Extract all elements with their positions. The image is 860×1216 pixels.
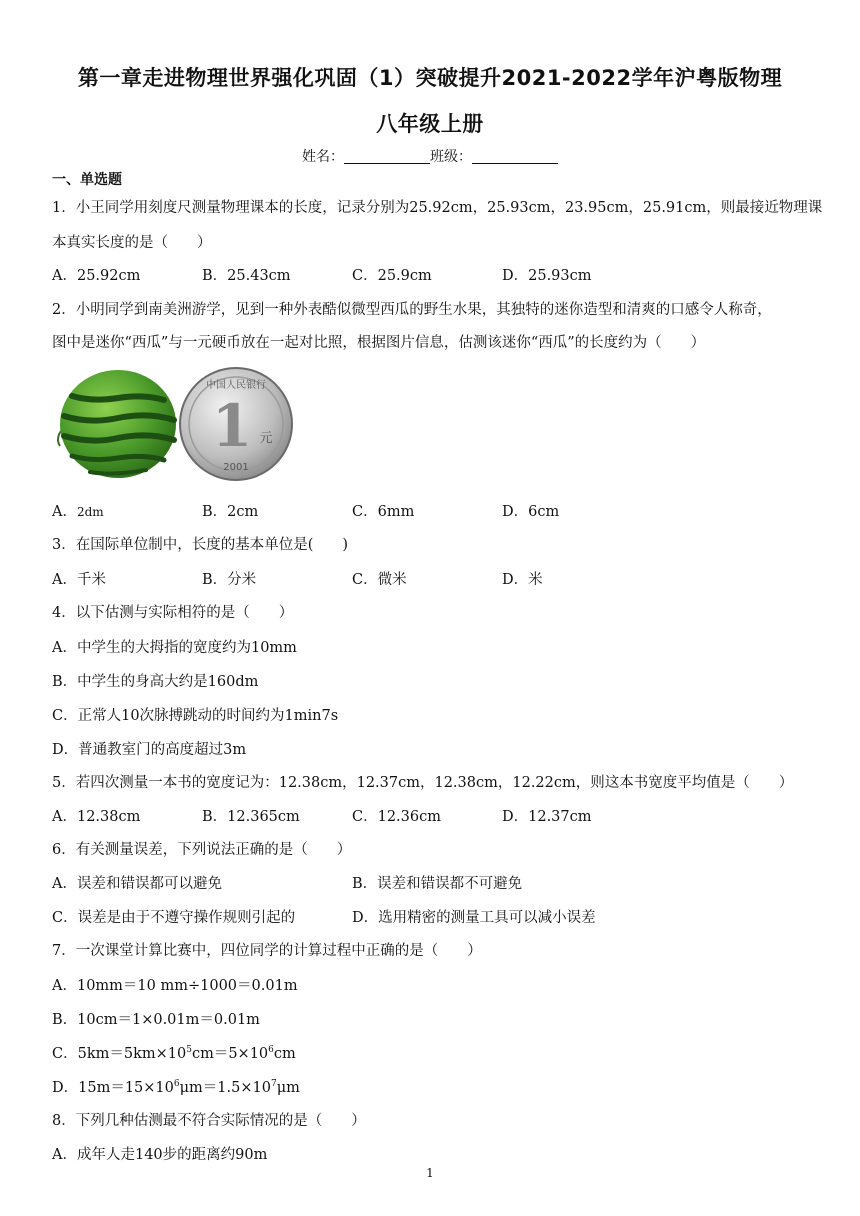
q5-option-a[interactable]: A．12.38cm [52, 809, 141, 825]
q2-option-a-letter: A． [52, 504, 77, 520]
watermelon-coin-photo [52, 366, 296, 484]
q2-option-d[interactable]: D．6cm [502, 504, 560, 520]
document-title-line2: 八年级上册 [376, 112, 484, 136]
q1-option-c[interactable]: C．25.9cm [352, 268, 432, 284]
page-number: 1 [426, 1166, 434, 1180]
q7-option-c-part1: C．5km＝5km×10 [52, 1046, 187, 1062]
q7-option-a[interactable]: A．10mm＝10 mm÷1000＝0.01m [52, 978, 298, 994]
q3-stem: 3．在国际单位制中，长度的基本单位是( ) [52, 537, 349, 553]
name-label: 姓名： [302, 149, 344, 165]
section-title: 一、单选题 [52, 172, 122, 188]
q6-option-b[interactable]: B．误差和错误都不可避免 [352, 876, 523, 892]
coin-top-text: 中国人民银行 [206, 380, 266, 391]
q7-option-b[interactable]: B．10cm＝1×0.01m＝0.01m [52, 1012, 260, 1028]
q3-option-a[interactable]: A．千米 [52, 572, 106, 588]
q2-option-c[interactable]: C．6mm [352, 504, 415, 520]
q4-stem: 4．以下估测与实际相符的是（ ） [52, 605, 294, 621]
name-blank[interactable] [344, 149, 430, 164]
q8-stem: 8．下列几种估测最不符合实际情况的是（ ） [52, 1113, 366, 1129]
q7-option-c-exp1: 5 [186, 1045, 192, 1055]
q2-stem-line2: 图中是迷你“西瓜”与一元硬币放在一起对比照，根据图片信息，估测该迷你“西瓜”的长度约为（ ） [52, 335, 706, 351]
q1-option-a[interactable]: A．25.92cm [52, 268, 141, 284]
student-info-line [0, 146, 860, 166]
q5-option-d[interactable]: D．12.37cm [502, 809, 592, 825]
q2-option-a-value: 2dm [76, 505, 104, 519]
q2-option-b[interactable]: B．2cm [202, 504, 259, 520]
coin-year: 2001 [223, 462, 249, 473]
coin-numeral: 1 [211, 392, 253, 460]
q5-option-b[interactable]: B．12.365cm [202, 809, 300, 825]
class-label: 班级： [430, 149, 472, 165]
q4-option-d[interactable]: D．普通教室门的高度超过3m [52, 742, 247, 758]
q1-option-b[interactable]: B．25.43cm [202, 268, 291, 284]
q1-stem-line2: 本真实长度的是（ ） [52, 235, 212, 251]
q6-stem: 6．有关测量误差，下列说法正确的是（ ） [52, 842, 352, 858]
q7-option-c-part3: cm [273, 1046, 296, 1062]
q7-option-d-part1: D．15m＝15×10 [52, 1080, 174, 1096]
q7-stem: 7．一次课堂计算比赛中，四位同学的计算过程中正确的是（ ） [52, 943, 482, 959]
q4-option-c[interactable]: C．正常人10次脉搏跳动的时间约为1min7s [52, 708, 339, 724]
q4-option-b[interactable]: B．中学生的身高大约是160dm [52, 674, 259, 690]
coin-unit: 元 [259, 431, 273, 446]
q3-option-c[interactable]: C．微米 [352, 572, 407, 588]
q2-option-a[interactable] [52, 500, 104, 521]
q8-option-a[interactable]: A．成年人走140步的距离约90m [52, 1147, 268, 1163]
q1-stem-line1: 1．小王同学用刻度尺测量物理课本的长度，记录分别为25.92cm，25.93cm，23.95cm，25.91cm，则最接近物理课 [52, 200, 823, 216]
q3-option-d[interactable]: D．米 [502, 572, 543, 588]
class-blank[interactable] [472, 149, 558, 164]
q6-option-c[interactable]: C．误差是由于不遵守操作规则引起的 [52, 910, 296, 926]
q7-option-d-part2: μm＝1.5×10 [179, 1080, 271, 1096]
q7-option-d-exp1: 6 [173, 1079, 180, 1089]
watermelon-icon [58, 370, 176, 478]
q7-option-c-exp2: 6 [268, 1045, 274, 1055]
q7-option-d-part3: μm [276, 1080, 300, 1096]
q5-option-c[interactable]: C．12.36cm [352, 809, 441, 825]
q7-option-c[interactable] [52, 1042, 296, 1063]
document-title-line1: 第一章走进物理世界强化巩固（1）突破提升2021-2022学年沪粤版物理 [77, 66, 783, 90]
one-yuan-coin-icon [180, 368, 292, 480]
q4-option-a[interactable]: A．中学生的大拇指的宽度约为10mm [52, 640, 297, 656]
q6-option-a[interactable]: A．误差和错误都可以避免 [52, 876, 222, 892]
q3-option-b[interactable]: B．分米 [202, 572, 257, 588]
q5-stem: 5．若四次测量一本书的宽度记为：12.38cm，12.37cm，12.38cm，12.22cm，则这本书宽度平均值是（ ） [52, 775, 794, 791]
q1-option-d[interactable]: D．25.93cm [502, 268, 592, 284]
q7-option-d[interactable] [52, 1076, 300, 1097]
q2-stem-line1: 2．小明同学到南美洲游学，见到一种外表酷似微型西瓜的野生水果，其独特的迷你造型和清爽的口感令人称奇， [52, 302, 772, 318]
q6-option-d[interactable]: D．选用精密的测量工具可以减小误差 [352, 910, 596, 926]
q7-option-c-part2: cm＝5×10 [191, 1046, 269, 1062]
q7-option-d-exp2: 7 [270, 1079, 277, 1089]
